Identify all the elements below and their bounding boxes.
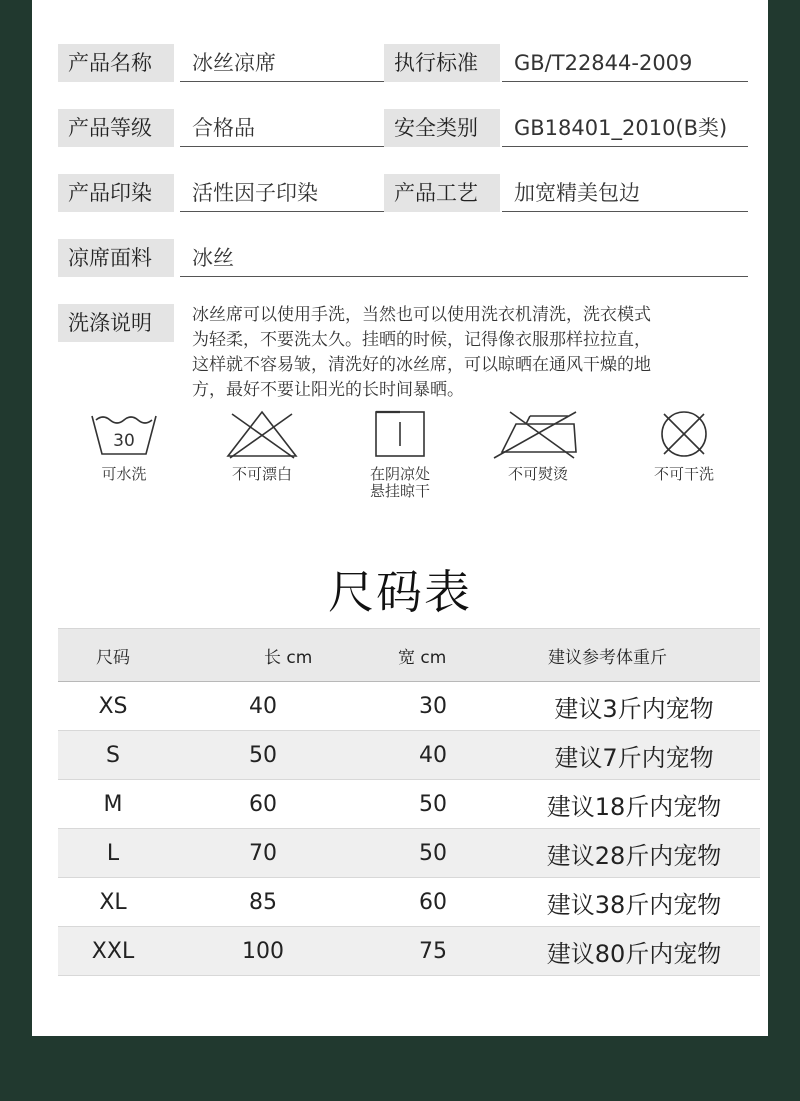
spec-label: 产品工艺	[384, 174, 500, 212]
caption-line: 可水洗	[101, 465, 147, 483]
wash-30-icon	[88, 408, 160, 460]
wash-line: 方，最好不要让阳光的长时间暴晒。	[192, 380, 464, 400]
size-table-header	[58, 629, 760, 682]
spec-label: 凉席面料	[58, 239, 174, 277]
no-dry-clean-icon	[652, 408, 716, 460]
no-bleach-icon	[224, 408, 300, 460]
table-row	[58, 682, 760, 731]
spec-value: 冰丝凉席	[180, 44, 384, 82]
wash-temperature: 30	[113, 431, 135, 451]
weight-cell: 建议18斤内宠物	[508, 780, 760, 829]
width-cell: 60	[358, 878, 508, 927]
size-cell: L	[58, 829, 168, 878]
care-caption	[64, 466, 184, 483]
weight-cell: 建议80斤内宠物	[508, 927, 760, 976]
wash-line: 冰丝席可以使用手洗，当然也可以使用洗衣机清洗，洗衣模式	[192, 305, 651, 325]
size-chart-title: 尺码表	[328, 565, 472, 619]
care-caption	[478, 466, 598, 483]
wash-line: 为轻柔，不要洗太久。挂晒的时候，记得像衣服那样拉拉直，	[192, 330, 651, 350]
length-cell: 70	[168, 829, 358, 878]
spec-label: 安全类别	[384, 109, 500, 147]
size-cell: M	[58, 780, 168, 829]
weight-cell: 建议7斤内宠物	[508, 731, 760, 780]
table-row	[58, 878, 760, 927]
spec-value: 活性因子印染	[180, 174, 384, 212]
weight-cell: 建议38斤内宠物	[508, 878, 760, 927]
care-item-washable	[64, 408, 184, 483]
size-cell: XS	[58, 682, 168, 731]
length-cell: 50	[168, 731, 358, 780]
width-cell: 50	[358, 829, 508, 878]
column-header: 尺码	[58, 629, 168, 682]
wash-line: 这样就不容易皱，清洗好的冰丝席，可以晾晒在通风干燥的地	[192, 355, 651, 375]
length-cell: 40	[168, 682, 358, 731]
spec-value: 合格品	[180, 109, 384, 147]
spec-label: 产品印染	[58, 174, 174, 212]
care-item-no-dry-clean	[624, 408, 744, 483]
width-cell: 75	[358, 927, 508, 976]
size-cell: XXL	[58, 927, 168, 976]
width-cell: 40	[358, 731, 508, 780]
care-item-hang-dry	[340, 408, 460, 500]
column-header: 建议参考体重斤	[508, 629, 760, 682]
product-info-panel	[32, 0, 768, 1036]
spec-label: 执行标准	[384, 44, 500, 82]
caption-line: 不可漂白	[231, 465, 292, 483]
care-caption	[624, 466, 744, 483]
column-header: 长 cm	[168, 629, 358, 682]
size-table	[58, 628, 760, 976]
spec-value: GB18401_2010(B类)	[502, 109, 748, 147]
caption-line: 在阴凉处	[369, 465, 430, 483]
table-row	[58, 731, 760, 780]
care-caption	[202, 466, 322, 483]
width-cell: 30	[358, 682, 508, 731]
column-header: 宽 cm	[358, 629, 508, 682]
width-cell: 50	[358, 780, 508, 829]
size-cell: S	[58, 731, 168, 780]
size-cell: XL	[58, 878, 168, 927]
table-row	[58, 829, 760, 878]
caption-line: 不可熨烫	[507, 465, 568, 483]
spec-label: 产品等级	[58, 109, 174, 147]
length-cell: 100	[168, 927, 358, 976]
wash-instructions-label: 洗涤说明	[58, 304, 174, 342]
table-row	[58, 780, 760, 829]
weight-cell: 建议28斤内宠物	[508, 829, 760, 878]
spec-value: GB/T22844-2009	[502, 44, 748, 82]
weight-cell: 建议3斤内宠物	[508, 682, 760, 731]
spec-value: 加宽精美包边	[502, 174, 748, 212]
hang-dry-shade-icon	[370, 408, 430, 460]
spec-value: 冰丝	[180, 239, 748, 277]
length-cell: 85	[168, 878, 358, 927]
spec-label: 产品名称	[58, 44, 174, 82]
no-iron-icon	[490, 408, 586, 460]
care-item-no-iron	[478, 408, 598, 483]
care-caption	[340, 466, 460, 500]
caption-line: 不可干洗	[653, 465, 714, 483]
caption-line: 悬挂晾干	[369, 482, 430, 500]
care-item-no-bleach	[202, 408, 322, 483]
table-row	[58, 927, 760, 976]
length-cell: 60	[168, 780, 358, 829]
wash-instructions-text	[192, 303, 752, 403]
